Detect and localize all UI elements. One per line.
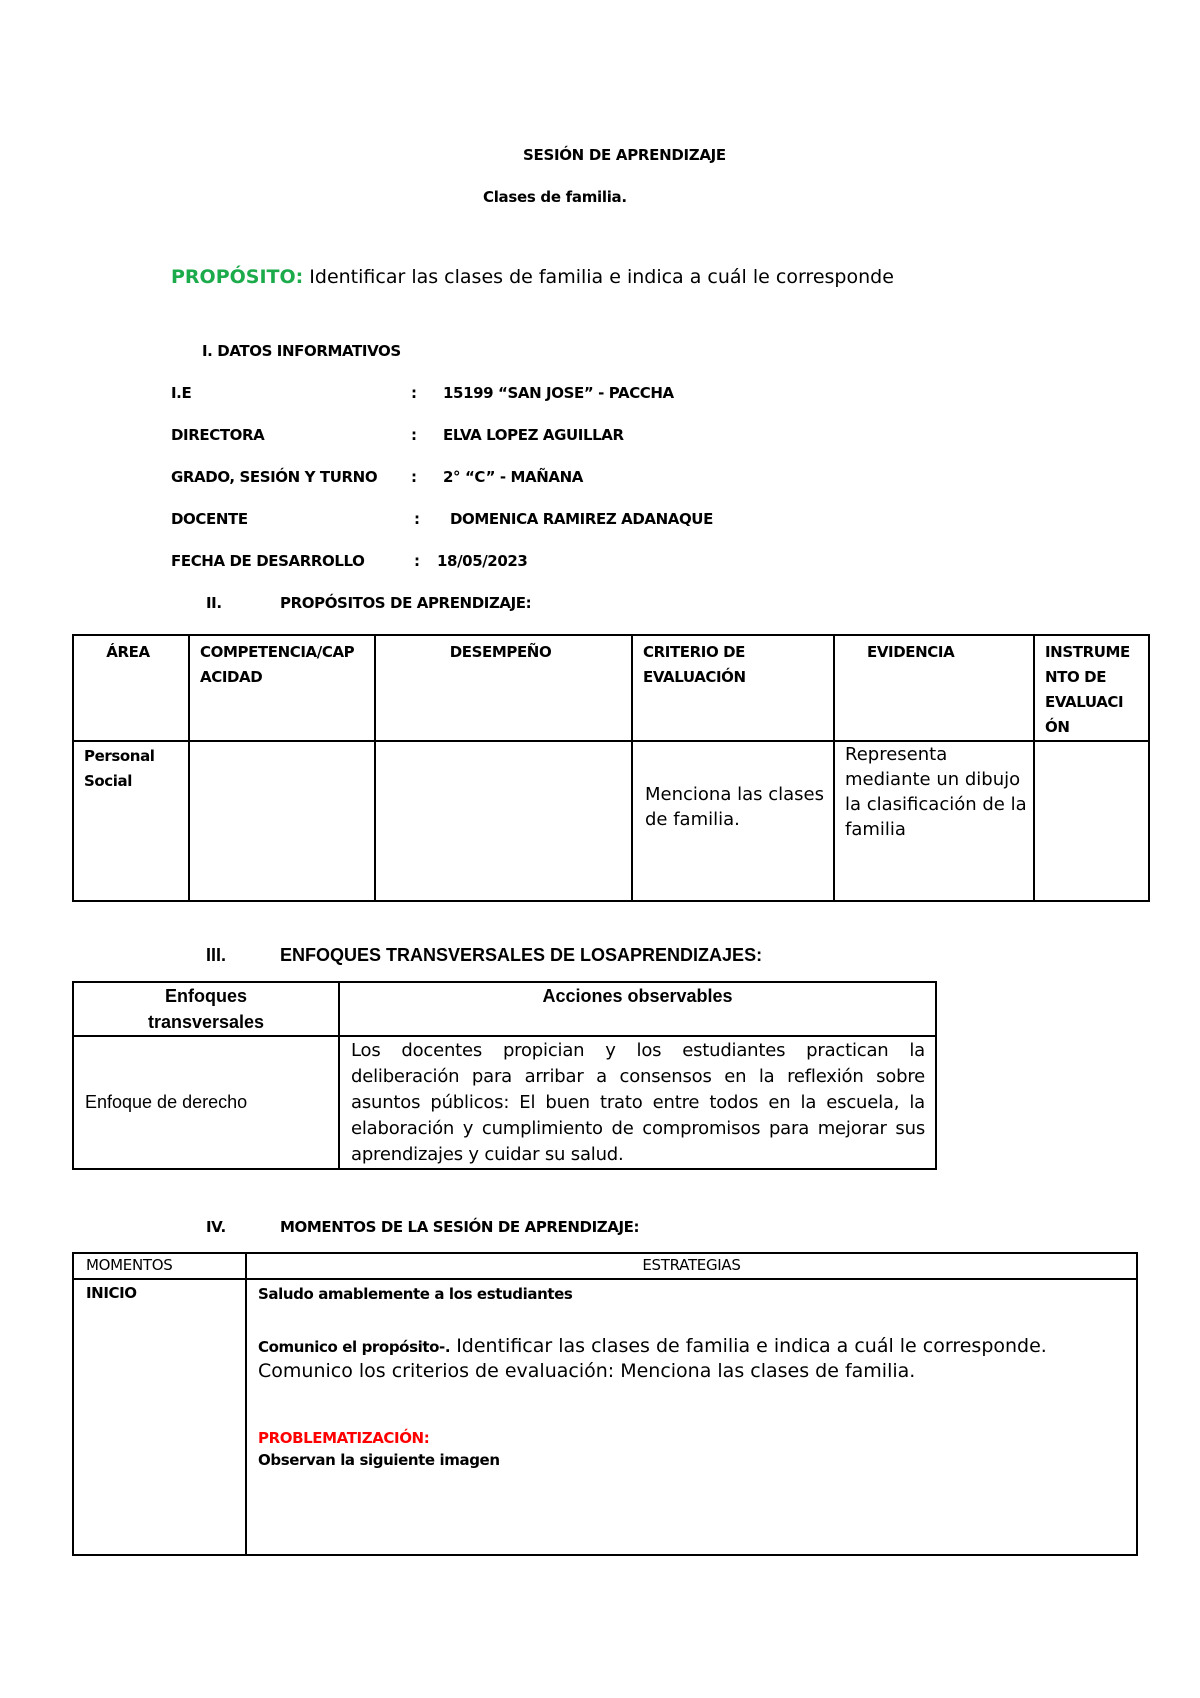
cell-enfoque: [73, 1036, 339, 1169]
datos-value-directora: ELVA LOPEZ AGUILLAR: [443, 426, 624, 444]
cell-desempeno: [375, 741, 632, 901]
header-desempeno: DESEMPEÑO: [375, 635, 632, 741]
datos-value-ie: 15199 “SAN JOSE” - PACCHA: [443, 384, 674, 402]
propositos-heading: PROPÓSITOS DE APRENDIZAJE:: [280, 594, 532, 612]
cell-criterio: [632, 741, 834, 901]
datos-label-docente: DOCENTE: [171, 510, 248, 528]
table-row: [73, 1279, 1137, 1555]
cell-area-text: Personal Social: [84, 747, 155, 790]
table-row: [73, 1036, 936, 1169]
header-instrumento: INSTRUME NTO DE EVALUACI ÓN: [1034, 635, 1149, 741]
table-header-row: [73, 635, 1149, 741]
header-evidencia: EVIDENCIA: [834, 635, 1034, 741]
table-header-row: [73, 982, 936, 1036]
datos-colon: :: [411, 426, 417, 444]
cell-evidencia-text: Representa mediante un dibujo la clasificación de la familia: [845, 744, 1027, 840]
cell-evidencia: [834, 741, 1034, 901]
purpose-line: [171, 266, 894, 288]
purpose-text: Identificar las clases de familia e indica a cuál le corresponde: [303, 266, 894, 288]
propositos-table: [72, 634, 1150, 902]
enfoques-number: III.: [206, 945, 227, 965]
propositos-number: II.: [206, 594, 222, 612]
cell-area: [73, 741, 189, 901]
cell-acciones: [339, 1036, 936, 1169]
datos-label-fecha: FECHA DE DESARROLLO: [171, 552, 365, 570]
problematizacion-label: PROBLEMATIZACIÓN:: [258, 1429, 430, 1447]
momentos-table: [72, 1252, 1138, 1556]
cell-acciones-text: Los docentes propician y los estudiantes practican la deliberación para arribar a consensos en la reflexión sobre asuntos públicos: El buen trato entre todos en la escuela, la elaboración y cumplimiento de compromisos para mejorar sus aprendizajes y cuidar su salud.: [351, 1040, 925, 1165]
datos-colon: :: [411, 468, 417, 486]
header-acciones: Acciones observables: [339, 982, 936, 1036]
momentos-number: IV.: [206, 1218, 226, 1236]
datos-label-grado: GRADO, SESIÓN Y TURNO: [171, 468, 378, 486]
datos-value-fecha: 18/05/2023: [437, 552, 528, 570]
datos-value-docente: DOMENICA RAMIREZ ADANAQUE: [450, 510, 713, 528]
header-area: ÁREA: [73, 635, 189, 741]
datos-label-ie: I.E: [171, 384, 192, 402]
enfoques-table: [72, 981, 937, 1170]
datos-colon: :: [411, 384, 417, 402]
page-title: SESIÓN DE APRENDIZAJE: [523, 146, 726, 164]
cell-criterio-text: Menciona las clases de familia.: [645, 784, 824, 830]
cell-competencia: [189, 741, 375, 901]
comunico-label: Comunico el propósito-.: [258, 1338, 451, 1356]
purpose-label: PROPÓSITO:: [171, 266, 304, 288]
header-estrategias: ESTRATEGIAS: [246, 1253, 1137, 1279]
cell-estrategias: [246, 1279, 1137, 1555]
datos-heading: I. DATOS INFORMATIVOS: [202, 342, 401, 360]
criterios-text: Comunico los criterios de evaluación: Menciona las clases de familia.: [258, 1360, 916, 1382]
datos-colon: :: [414, 510, 420, 528]
datos-value-grado: 2° “C” - MAÑANA: [443, 468, 583, 486]
page-subtitle: Clases de familia.: [483, 188, 627, 206]
header-criterio: CRITERIO DE EVALUACIÓN: [632, 635, 834, 741]
saludo-text: Saludo amablemente a los estudiantes: [258, 1285, 573, 1303]
momentos-heading: MOMENTOS DE LA SESIÓN DE APRENDIZAJE:: [280, 1218, 640, 1236]
table-header-row: [73, 1253, 1137, 1279]
datos-colon: :: [414, 552, 420, 570]
cell-enfoque-text: Enfoque de derecho: [85, 1092, 248, 1112]
datos-label-directora: DIRECTORA: [171, 426, 265, 444]
header-enfoques: [73, 982, 339, 1036]
enfoques-heading: ENFOQUES TRANSVERSALES DE LOSAPRENDIZAJES:: [280, 945, 763, 965]
comunico-line: [258, 1334, 1136, 1359]
header-momentos: MOMENTOS: [73, 1253, 246, 1279]
cell-instrumento: [1034, 741, 1149, 901]
estrategias-content: [247, 1280, 1136, 1471]
header-enfoques-text: Enfoques transversales: [147, 986, 265, 1032]
observan-text: Observan la siguiente imagen: [258, 1451, 500, 1469]
cell-momento: [73, 1279, 246, 1555]
header-competencia: COMPETENCIA/CAP ACIDAD: [189, 635, 375, 741]
cell-momento-text: INICIO: [86, 1284, 137, 1302]
table-row: [73, 741, 1149, 901]
comunico-text: Identificar las clases de familia e indica a cuál le corresponde.: [450, 1335, 1047, 1357]
